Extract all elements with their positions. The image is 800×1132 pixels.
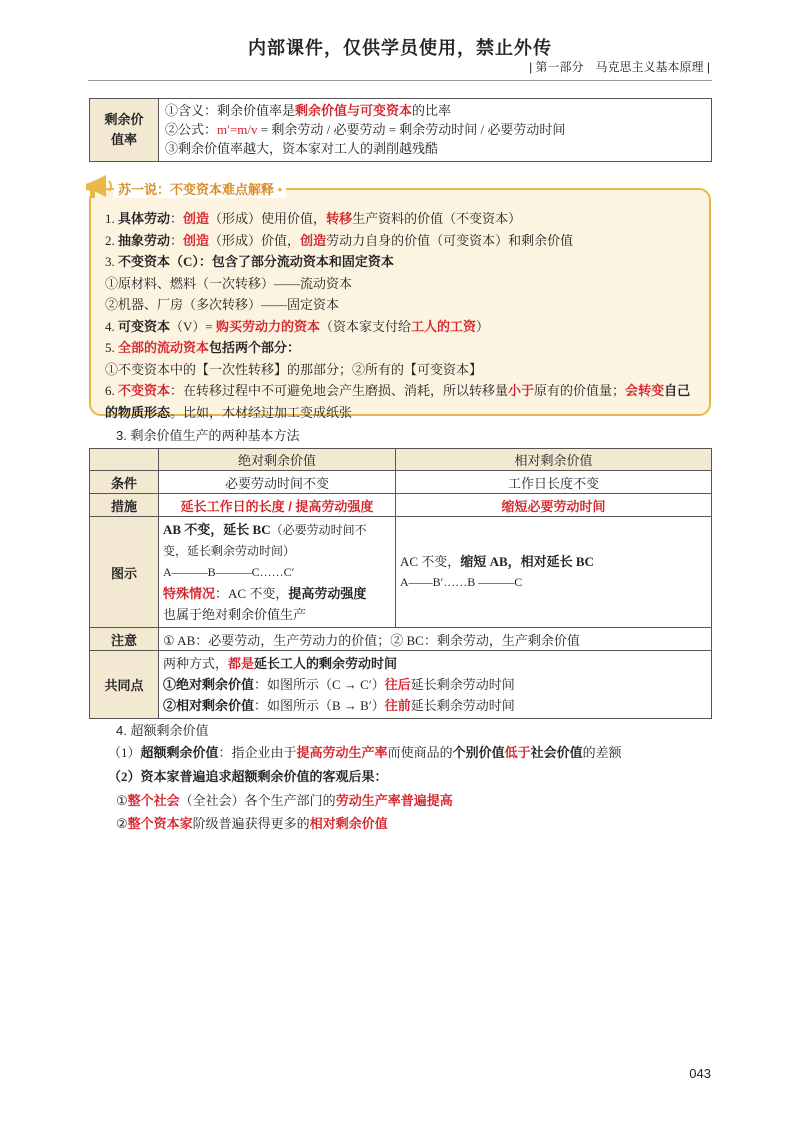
formula-line [165,120,705,139]
row-common [90,651,712,719]
callout-line-4: ①原材料、燃料（一次转移）——流动资本 [105,275,353,291]
row-label: 措施 [90,494,159,517]
cell-absolute: AB 不变，延长 BC（必要劳动时间不 变，延长剩余劳动时间） A———B———C……C′ 特殊情况：AC 不变，提高劳动强度 也属于绝对剩余价值生产 [159,517,396,628]
section-4-title: 4. 超额剩余价值 [116,723,209,738]
text: 的比率 [412,103,452,118]
callout-line-1: 1. 具体劳动：创造（形成）使用价值，转移生产资料的价值（不变资本） [105,211,522,226]
cell-relative: 工作日长度不变 [396,471,712,494]
timeline-absolute: A———B———C……C′ [163,565,295,579]
highlight: 剩余价值与可变资本 [295,103,413,118]
row-label: 共同点 [90,651,159,719]
text: ①含义：剩余价值率是 [165,103,296,118]
row-label: 条件 [90,471,159,494]
surplus-rate-head [90,99,159,161]
row-label: 图示 [90,517,159,628]
row-label: 注意 [90,628,159,651]
page-number: 043 [689,1066,711,1081]
row-note [90,628,712,651]
note-text: ① AB：必要劳动，生产劳动力的价值；② BC：剩余劳动，生产剩余价值 [159,628,712,651]
consequence-2: ②整个资本家阶级普遍获得更多的相对剩余价值 [116,816,388,831]
excess-surplus-definition: （1）超额剩余价值：指企业由于提高劳动生产率而使商品的个别价值低于社会价值的差额 [108,745,622,760]
methods-table [89,448,712,719]
surplus-rate-table [89,98,712,162]
callout-line-2: 2. 抽象劳动：创造（形成）价值，创造劳动力自身的价值（可变资本）和剩余价值 [105,232,574,248]
text: = 剩余劳动 / 必要劳动 = 剩余劳动时间 / 必要劳动时间 [257,122,566,137]
callout-title: 苏一说：不变资本难点解释 • [114,179,286,198]
cell-relative: AC 不变，缩短 AB，相对延长 BC A——B′……B ———C [396,517,712,628]
callout-line-3: 3. 不变资本（C）：包含了部分流动资本和固定资本 [105,254,394,269]
consequence-heading: （2）资本家普遍追求超额剩余价值的客观后果： [108,769,388,784]
exploitation-line: ③剩余价值率越大，资本家对工人的剥削越残酷 [165,141,439,156]
common-text: 两种方式，都是延长工人的剩余劳动时间 ①绝对剩余价值：如图所示（C → C′）往后延长剩余劳动时间 ②相对剩余价值：如图所示（B → B′）往前延长剩余劳动时间 [159,651,712,719]
explanation-callout [89,188,711,420]
section-3-title: 3. 剩余价值生产的两种基本方法 [116,428,300,443]
cell-absolute: 必要劳动时间不变 [159,471,396,494]
page-header-title: 内部课件，仅供学员使用，禁止外传 [248,38,552,58]
row-measure [90,494,712,517]
callout-line-6: 4. 可变资本（V）= 购买劳动力的资本（资本家支付给工人的工资） [105,318,490,334]
surplus-rate-head-label: 剩余价值率 [104,112,144,147]
timeline-relative: A——B′……B ———C [400,575,523,589]
consequence-1: ①整个社会（全社会）各个生产部门的劳动生产率普遍提高 [116,793,453,808]
header-absolute: 绝对剩余价值 [159,449,396,471]
chapter-label: | 第一部分 马克思主义基本原理 | [529,60,710,74]
definition-line [165,101,705,120]
megaphone-icon [82,172,116,202]
row-diagram [90,517,712,628]
row-condition [90,471,712,494]
methods-table-header [90,449,712,471]
cell-relative: 缩短必要劳动时间 [396,494,712,517]
callout-line-7: 5. 全部的流动资本包括两个部分： [105,340,301,355]
callout-line-9: 6. 不变资本：在转移过程中不可避免地会产生磨损、消耗，所以转移量小于原有的价值量；会转变自己的物质形态。比如，木材经过加工变成纸张 [105,383,691,420]
callout-line-8: ①不变资本中的【一次性转移】的那部分；②所有的【可变资本】 [105,361,483,377]
cell-absolute: 延长工作日的长度 / 提高劳动强度 [159,494,396,517]
formula-highlight: m′=m/v [217,122,258,137]
header-divider [88,80,712,81]
header-empty [90,449,159,471]
text: ②公式： [165,122,218,137]
header-relative: 相对剩余价值 [396,449,712,471]
surplus-rate-body [159,99,711,161]
callout-line-5: ②机器、厂房（多次转移）——固定资本 [105,297,340,312]
